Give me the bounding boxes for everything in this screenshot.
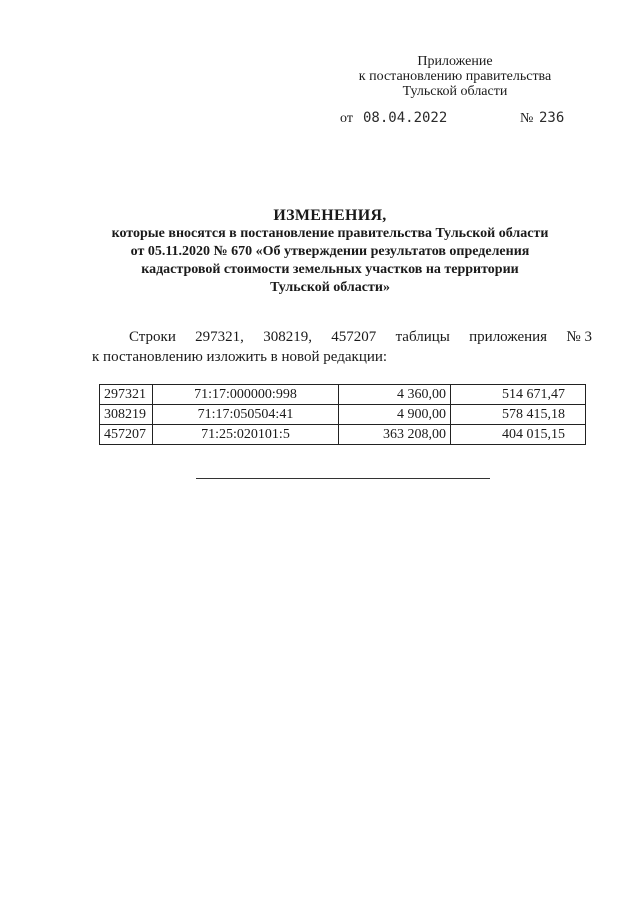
body-line-1 [92,327,592,347]
body-word: 308219, [263,329,312,345]
appendix-line-1: Приложение [417,54,493,69]
body-line-2: к постановлению изложить в новой редакции: [92,349,388,365]
body-word: таблицы [395,329,450,345]
table-row [100,405,586,425]
area-cell: 4 360,00 [339,385,451,405]
area-cell: 363 208,00 [339,425,451,445]
area-cell: 4 900,00 [339,405,451,425]
body-paragraph [92,327,592,367]
cadastral-number-cell: 71:17:000000:998 [153,385,339,405]
title-heading: ИЗМЕНЕНИЯ, [273,207,387,224]
registration-line [340,110,580,128]
row-number-cell: 308219 [100,405,153,425]
row-number-cell: 297321 [100,385,153,405]
changes-table [99,384,586,445]
title-line-1: которые вносятся в постановление правительства Тульской области [111,226,549,241]
number-sign: № [520,111,534,126]
date-prefix: от [340,111,353,126]
body-word: приложения [469,329,548,345]
cadastral-number-cell: 71:17:050504:41 [153,405,339,425]
body-word: 457207 [331,329,377,345]
appendix-header [320,54,590,99]
title-line-4: Тульской области» [270,280,390,295]
closing-divider [196,478,490,479]
title-line-2: от 05.11.2020 № 670 «Об утверждении результатов определения [130,244,530,259]
cadastral-number-cell: 71:25:020101:5 [153,425,339,445]
registration-date: 08.04.2022 [363,110,448,126]
body-word: 297321, [195,329,244,345]
cadastral-value-cell: 578 415,18 [451,405,586,425]
table-row [100,385,586,405]
registration-number: 236 [539,110,565,126]
document-title [80,206,580,297]
title-line-3: кадастровой стоимости земельных участков на территории [141,262,519,277]
appendix-line-3: Тульской области [402,84,508,99]
appendix-line-2: к постановлению правительства [358,69,552,84]
row-number-cell: 457207 [100,425,153,445]
body-word: Строки [129,329,176,345]
cadastral-value-cell: 514 671,47 [451,385,586,405]
table-row [100,425,586,445]
body-word: № 3 [566,329,592,345]
cadastral-value-cell: 404 015,15 [451,425,586,445]
